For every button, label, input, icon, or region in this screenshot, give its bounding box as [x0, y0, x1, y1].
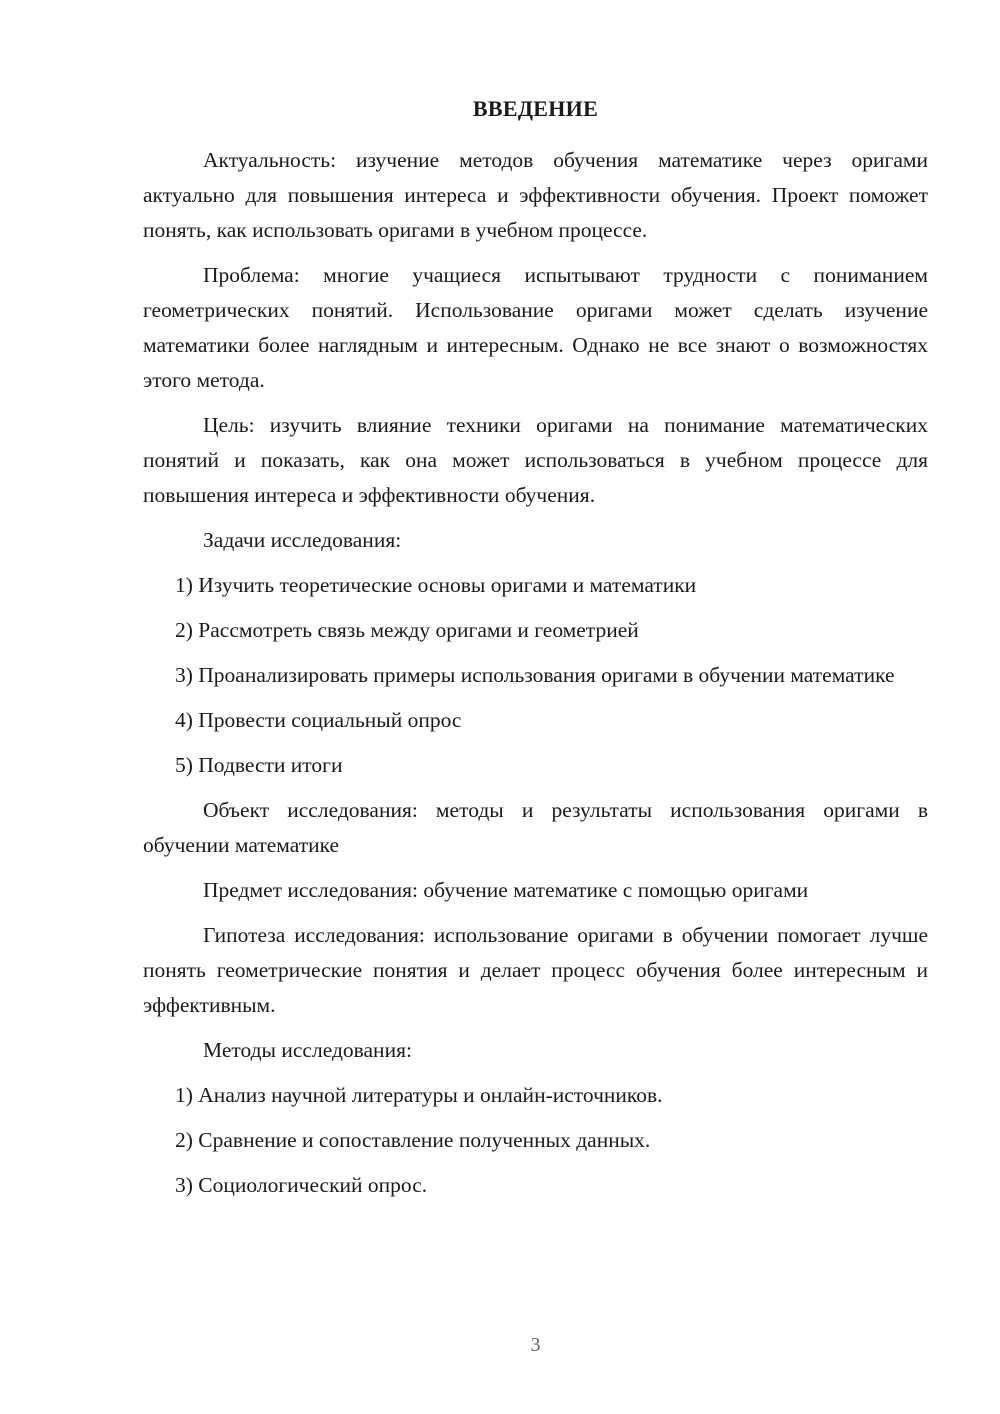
- paragraph-relevance: Актуальность: изучение методов обучения математике через оригами актуально для повышения интереса и эффективности обучения. Проект поможет понять, как использовать оригами в учебном процессе.: [143, 148, 928, 242]
- task-item: 5) Подвести итоги: [175, 753, 343, 777]
- method-item: 2) Сравнение и сопоставление полученных данных.: [175, 1128, 651, 1152]
- method-item: 3) Социологический опрос.: [175, 1173, 428, 1197]
- paragraph-problem: Проблема: многие учащиеся испытывают трудности с пониманием геометрических понятий. Использование оригами может сделать изучение математики более наглядным и интересным. Однако не все знают о возможностях этого метода.: [143, 263, 928, 392]
- page-number: 3: [530, 1334, 541, 1356]
- paragraph-object: Объект исследования: методы и результаты использования оригами в обучении математике: [143, 798, 928, 857]
- paragraph-methods-heading: Методы исследования:: [203, 1038, 412, 1062]
- task-item: 4) Провести социальный опрос: [175, 708, 462, 732]
- page-title: ВВЕДЕНИЕ: [472, 96, 599, 121]
- paragraph-subject: Предмет исследования: обучение математике с помощью оригами: [203, 878, 809, 902]
- task-item: 1) Изучить теоретические основы оригами и математики: [175, 573, 697, 597]
- task-item: 3) Проанализировать примеры использования оригами в обучении математике: [175, 663, 895, 687]
- paragraph-tasks-heading: Задачи исследования:: [203, 528, 402, 552]
- paragraph-goal: Цель: изучить влияние техники оригами на понимание математических понятий и показать, как она может использоваться в учебном процессе для повышения интереса и эффективности обучения.: [143, 413, 928, 507]
- method-item: 1) Анализ научной литературы и онлайн-источников.: [175, 1083, 663, 1107]
- document-body: [143, 143, 928, 1213]
- task-item: 2) Рассмотреть связь между оригами и геометрией: [175, 618, 639, 642]
- paragraph-hypothesis: Гипотеза исследования: использование оригами в обучении помогает лучше понять геометрические понятия и делает процесс обучения более интересным и эффективным.: [143, 923, 928, 1017]
- document-page: [143, 0, 928, 1414]
